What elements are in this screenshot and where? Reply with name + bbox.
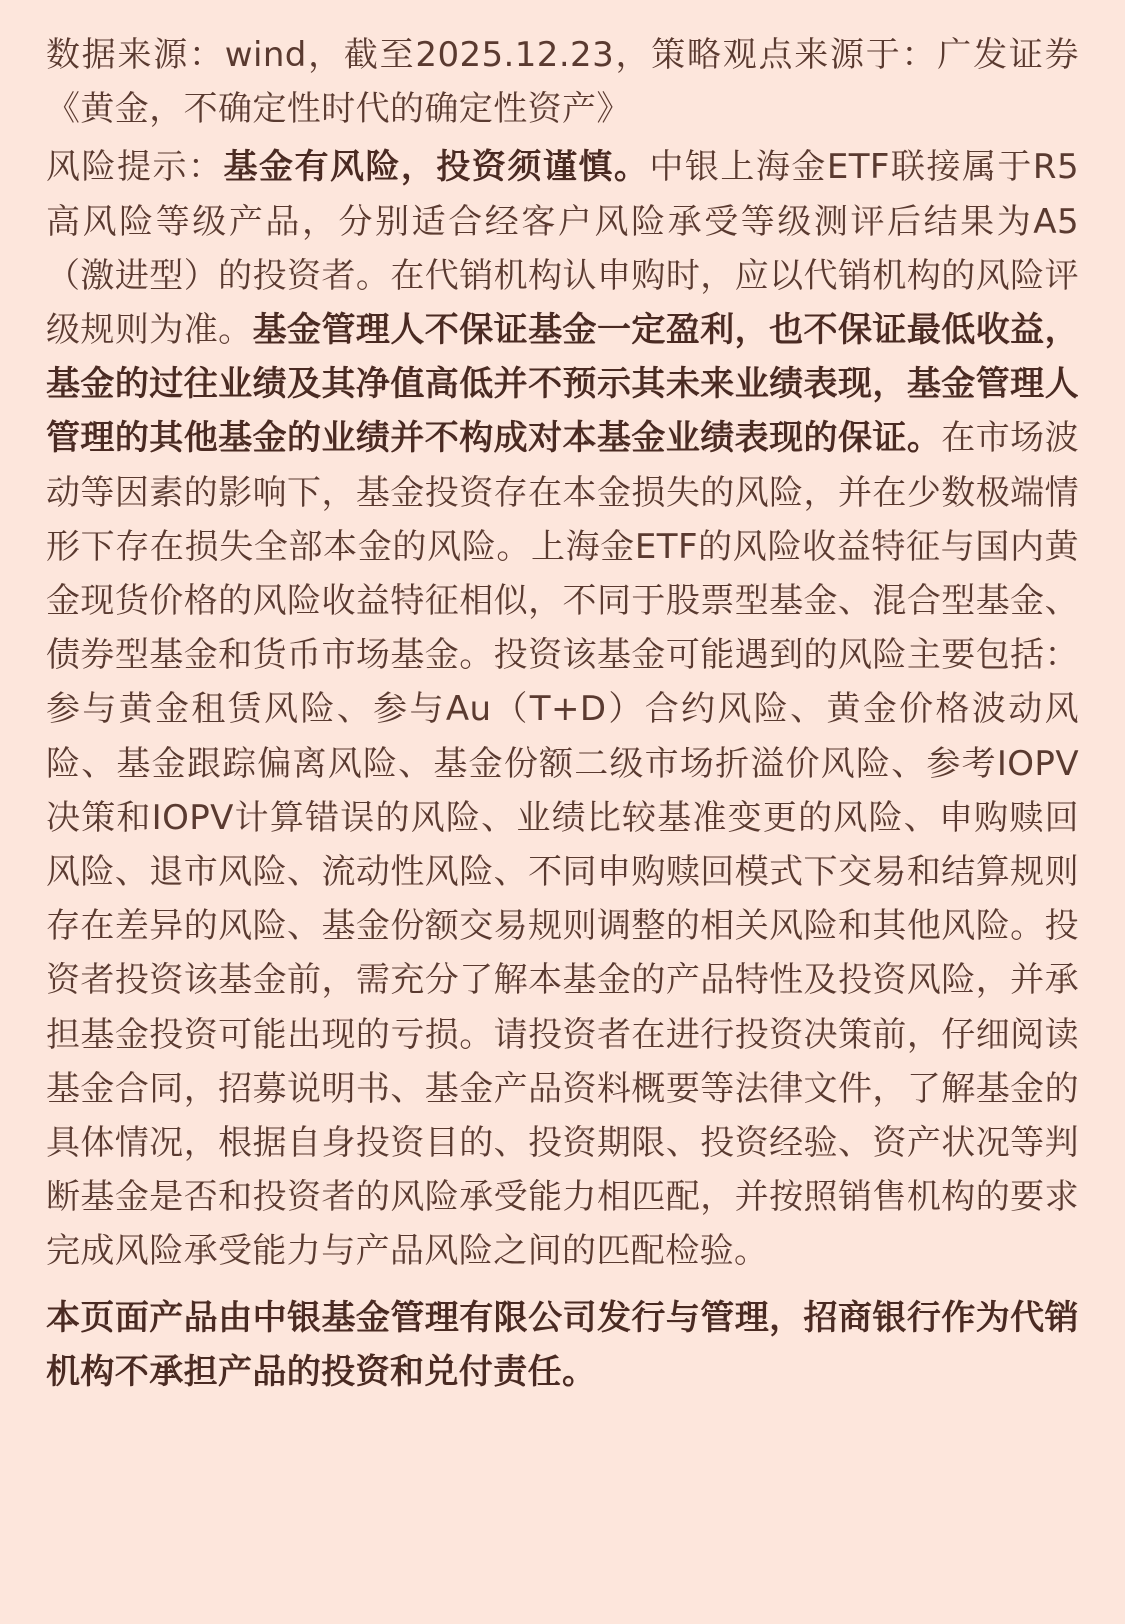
risk-details-text: 在市场波动等因素的影响下，基金投资存在本金损失的风险，并在少数极端情形下存在损失全部本金的风险。上海金ETF的风险收益特征与国内黄金现货价格的风险收益特征相似，不同于股票型基金、混合型基金、债券型基金和货币市场基金。投资该基金可能遇到的风险主要包括：参与黄金租赁风险、参与Au（T+D）合约风险、黄金价格波动风险、基金跟踪偏离风险、基金份额二级市场折溢价风险、参考IOPV决策和IOPV计算错误的风险、业绩比较基准变更的风险、申购赎回风险、退市风险、流动性风险、不同申购赎回模式下交易和结算规则存在差异的风险、基金份额交易规则调整的相关风险和其他风险。投资者投资该基金前，需充分了解本基金的产品特性及投资风险，并承担基金投资可能出现的亏损。请投资者在进行投资决策前，仔细阅读基金合同，招募说明书、基金产品资料概要等法律文件，了解基金的具体情况，根据自身投资目的、投资期限、投资经验、资产状况等判断基金是否和投资者的风险承受能力相匹配，并按照销售机构的要求完成风险承受能力与产品风险之间的匹配检验。 bbox=[46, 418, 1079, 1272]
risk-warning-bold: 基金有风险，投资须谨慎。 bbox=[223, 147, 650, 188]
risk-label: 风险提示： bbox=[46, 147, 224, 188]
risk-disclosure bbox=[46, 140, 1079, 1278]
risk-rating-text: 中银上海金ETF联接属于R5高风险等级产品，分别适合经客户风险承受等级测评后结果为A5（激进型）的投资者。在代销机构认申购时，应以代销机构的风险评级规则为准。 bbox=[46, 147, 1079, 351]
data-source-note: 数据来源：wind，截至2025.12.23，策略观点来源于：广发证券《黄金，不确定性时代的确定性资产》 bbox=[46, 35, 1079, 130]
no-guarantee-bold: 基金管理人不保证基金一定盈利，也不保证最低收益，基金的过往业绩及其净值高低并不预示其未来业绩表现，基金管理人管理的其他基金的业绩并不构成对本基金业绩表现的保证。 bbox=[46, 310, 1079, 459]
issuer-statement: 本页面产品由中银基金管理有限公司发行与管理，招商银行作为代销机构不承担产品的投资和兑付责任。 bbox=[46, 1297, 1079, 1392]
